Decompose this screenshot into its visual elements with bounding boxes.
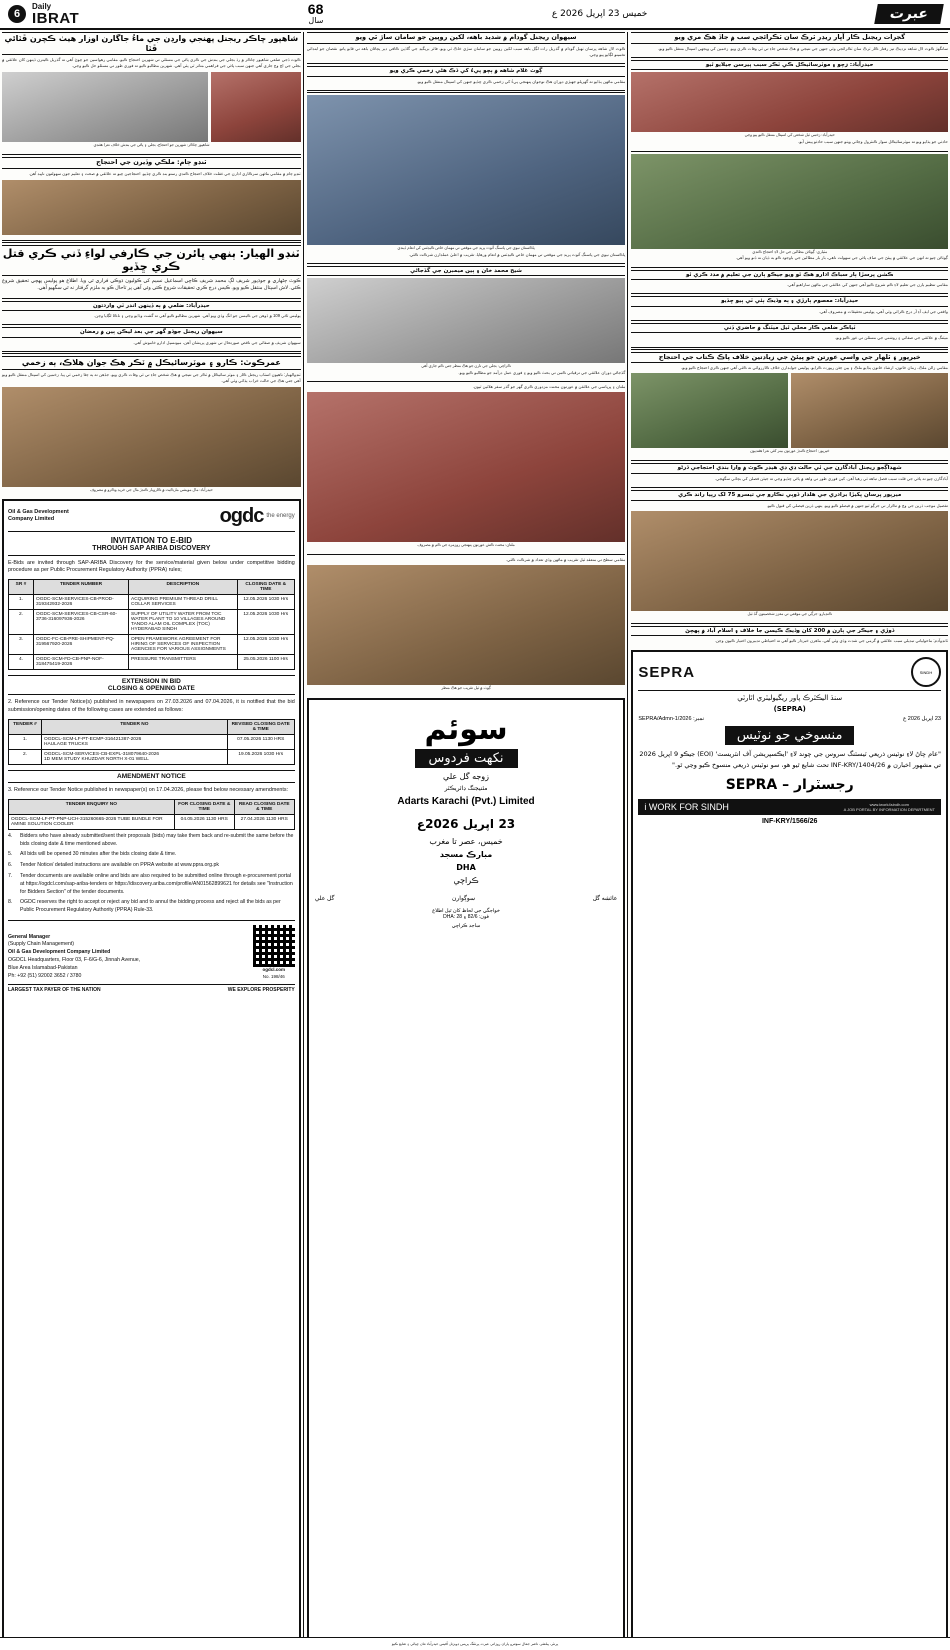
ogdc-logo-text: ogdc [219,504,264,527]
photo-caption: خيرپور: احتجاج ڪندڙ عورتون بينر کڻي نعرا هڻنديون [750,449,830,454]
article-headline: ڪشن پرسڙا ٻار سباڪ ادارو هڪ ٿو ويو جيڪو ٻارن جي تعليم ۾ مدد ڪري ٿو [631,270,948,281]
masthead-year-label: سال [308,16,324,26]
table-row [9,595,295,610]
list-item [8,833,295,849]
article-body: سيهوان شريف ۾ صفائي جي ناقص صورتحال تي شهري پريشان آهن، ميونسپل ادارو خاموش آهي. [133,339,301,345]
item-text: Tender documents are available online and bids are also required to be submitted online through e-procurement portal at https://ogdcl.com/sap-ariba-tenders or https://discovery.ariba.com/profile/AN01562899621 for details see "Instruction for Bidders Section" of the tender documents. [20,872,293,895]
article-headline: سيهوان ريجنل گودام ۾ شديد باهه، لکين روپين جو سامان ساڙ ٿي ويو [307,32,626,44]
article-body: ملتان ۽ ڀرپاسي جي علائقن ۾ عورتون محنت مزدوري ڪري گهر جو گذر سفر هلائين ٿيون. [472,384,626,390]
obituary-mourner1: گل علي [314,896,335,903]
cell-sr: 1. [9,734,42,749]
article [2,327,301,346]
article [631,32,948,52]
article [2,157,301,235]
sepra-logo-text: SEPRA [638,663,696,681]
sepra-body: "عام چاڻ لاءِ نوٽيس ذريعي ٽيسٽنگ سروس جي چوند لاءِ 'ايڪسپريشن آف انٽريسٽ' (EOI) جيڪو 9 اپريل 2026 تي مشهور اخبارن ۾ INF-KRY/1404/26 تحت شايع ٿيو هو، سو نوٽيس ذريعي منسوخ ڪيو وڃي ٿو." [639,750,941,770]
photo-caption: ڳوٺ ۾ ٿيل تقريب جو هڪ منظر [441,686,491,691]
page-footer: پرنٽر، پبلشر، ناصر جمال سومرو پاران روزاني عبرت پرنٽنگ پريس ڊويزنل آفيس حيدرآباد مان ڇپائي ۽ شايع ڪيو [0,1637,950,1650]
obituary-date-rest: اپريل 2026ع [416,817,494,832]
article-headline: شاهپور چاڪر ريجنل پهنجي وارڊن جي ماءُ جاگارن اوزار هيٺ ڪچرن ڦٽائي ڦٽا [2,32,301,55]
photo-caption: شاهپور چاڪر: شهرين جو احتجاج، بجلي ۽ پاڻي جي بندش خلاف نعرا هڻندي [93,143,210,148]
article-body: ڪوٽ لال شاهه ڀرسان ٺهيل گودام ۾ گذريل رات لڳل باهه سبب لکين روپين جو سامان سڙي خاڪ ٿي ويو. فائر بريگيڊ جي گاڏين ڪافي دير پڄاڻان باهه تي قابو پاتو. نقصان جو ابتدائي تخمينو لڳايو پيو وڃي. [306,45,626,57]
list-item [8,873,295,896]
cell-sr: 3. [9,635,34,655]
gm-title: General Manager [8,933,51,940]
obituary-date-number: 23 [498,817,516,832]
article-photo [2,387,301,487]
article [2,301,301,320]
photo-caption: مٽياري: ڳوٺاڻن مطالبن جي حل لاءِ احتجاج ڪندي [752,249,828,254]
article-headline: شيخ محمد خان ۽ ٻين ميمبرن جي گڏجاڻي [307,266,626,277]
ogdc-advertisement [2,499,301,1646]
item-text: Tender Notice/ detailed instructions are available on PPRA website at www.ppra.org.pk [20,862,219,869]
article-headline: حيدرآباد: معصوم ٻارڙي ۽ ٻه وڌيڪ ٻئي ٽي ٻيو ڇڏيو [631,296,948,307]
article-headline: ٽنڊو ڄام: ملڪي وڏيرن جي احتجاج [2,157,301,169]
sepra-date: 23 اپريل 2026 ع [902,716,941,723]
iwork-title: i WORK FOR SINDH [644,802,729,813]
cell-number: OGDC-SCM-FD-CB-PNP-NOF-318475419-2026 [34,655,129,670]
list-item [8,862,295,870]
article [631,323,948,342]
article [307,557,626,692]
article-photo [2,180,301,235]
article-photo [307,392,626,542]
amendment-title: AMENDMENT NOTICE [8,770,295,783]
extension-title [8,675,295,695]
item-number: 7. [8,872,13,879]
article-photo [307,565,626,685]
gm-company: Oil & Gas Development Company Limited [8,949,111,956]
inf-code: INF-KRY/1566/26 [761,818,818,826]
cell-no [42,749,228,764]
list-item [8,851,295,859]
cell-no [42,734,228,749]
masthead [0,0,950,30]
extension-table [8,719,295,765]
article-body: تفصيل موجب ڌرين جي وچ ۾ تڪرار تي جرڳو ٿيو جنهن ۾ فيصلو ڪيو ويو. ٻنهي ڌرين فيصلي کي قبول ڪيو. [766,502,948,508]
sepra-notice-number: نمبر: SEPRA/Admn-1/2026 [638,716,705,723]
article [307,95,626,258]
cell-enquiry: OGDCL-SCM-LF-PT-PNP-UCH-315260665-2026 TUBE BUNDLE FOR AMINE SOLUTION COOLER [9,814,175,829]
cell-number: OGDC-FC-CB-PRE-SHIPMENT-PQ-319567920-2026 [34,635,129,655]
item-text: OGDC reserves the right to accept or reject any bid and to annul the bidding process and reject all the bids as per Public Procurement Regulatory Authority (PPRA) Rule-33. [20,899,281,914]
item-number: 6. [8,862,13,869]
article [631,463,948,482]
table-row [9,734,295,749]
extension-note: 2. Reference our Tender Notice(s) published in newspapers on 27.03.2026 and 07.04.2026, it is notified that the bid submission/opening dates of the following cases are extended as follows: [8,699,295,714]
amendment-table [8,799,295,830]
sepra-abbr: (SEPRA) [773,705,806,714]
masthead-year-number: 68 [307,1,324,18]
article-headline: ڳوٺ غلام شاهه ۾ ٻچو پيءُ کي ڌڪ هڻي زخمي ڪري ويو [307,66,626,77]
article [631,270,948,289]
obituary-mourners-label: سوڳوارن [451,896,476,903]
th-tender-no: TENDER # [9,719,42,734]
article-headline: ڌوڙي ۽ جيڪر جي ٻارن ۾ 200 کان وڌيڪ ڪيسن جا خلاف ۽ اسلام آباد ۾ پهچڻ [631,626,948,637]
government-seal-icon: SINDH [911,657,941,687]
th-read: READ CLOSING DATE & TIME [234,799,294,814]
photo-caption: پاڪستان نيوي جي پاسنگ آئوٽ پريڊ جي موقعي تي مهمان خاص ڪيڊٽس کي انعام ڏيندي [397,245,535,250]
masthead-left [8,3,79,26]
cell-desc: 1D MEM STUDY KHUZDAR NORTH X-01 WELL [44,756,149,762]
column-middle [303,32,626,1646]
article [307,32,626,58]
article-headline: ٽياڪر ضلعي ڪار محلي ٿيل ميٽنگ ۾ حاضري ڏني [631,323,948,334]
article-photo [631,154,948,249]
article-body: ٽنڊوالهيار: ناهيون اسٽاپ ريجنل ڪار ۽ موٽر سائيڪل ۾ ٽڪر جي نتيجي ۾ هڪ شخص جاءِ تي ئي وفات ڪري ويو، جڏهن ته ٻه ڄڻا زخمي ٿي پيا. زخمين کي اسپتال منتقل ڪيو ويو آهي جتي هڪ جي حالت خراب ٻڌائي وئي آهي. [2,371,301,383]
th-close: CLOSING DATE & TIME [237,580,294,595]
masthead-date: خميس 23 اپريل 2026 ع [551,9,648,19]
article-photo [307,95,626,245]
page-number: 6 [8,5,26,23]
masthead-daily-label: Daily [32,1,52,11]
th-sr: SR # [9,580,34,595]
iwork-meta [844,802,935,812]
article-headline: عمرڪوٽ: ڪارو ۽ موٽرسائيڪل ۾ ٽڪر هڪ جوان هلاڪ، ٻه زخمي [2,356,301,370]
column-right [627,32,948,1646]
cell-for: 04.05.2026 1130 HRS [174,814,234,829]
item-number: 4. [8,832,13,839]
cell-desc: ACQUIRING PREMIUM THREAD DRILL COLLAR SERVICES [129,595,238,610]
obituary-name: نکهت فردوس [415,749,518,768]
obituary-advertisement [307,698,626,1646]
article [631,60,948,146]
cell-desc: PRESSURE TRANSMITTERS [129,655,238,670]
cell-sr: 1. [9,595,34,610]
article-body: ڪوٽ ڏجي ضلعي شاهپور چاڪر ۾ رڌ بجلي جي بندش جي ڪري پاڻي جي مسئلي تي شهرين احتجاج ڪيو. مقامي رهواسين جو چوڻ آهي ته گذريل ڪيترن ڏينهن کان علائقي ۾ بجلي جي اچ وڃ جاري آهي جنهن سبب پاڻي جي فراهمي متاثر ٿي پئي آهي. شهرين مطالبو ڪيو ته فوري طور تي مسئلو حل ڪيو وڃي. [2,57,301,69]
table-row [9,655,295,670]
ogdc-notice-number: No. 198/46 [262,973,285,979]
article-body: سانگهڙ ڪوٽ لال شاهه نزديڪ تيز رفتار ڪار ٽرڪ سان ٽڪرائجي وئي جنهن جي نتيجي ۾ هڪ شخص جاءِ تي ئي وفات ڪري ويو. زخمين کي ويجهي اسپتال منتقل ڪيو ويو. [658,45,948,51]
photo-caption: ڪراچي: بجلي جي تارن جو هڪ منظر جتي ڪم جاري آهي [421,364,511,369]
cell-no-text: OGDCL-SCM-LF-PT-ECMP-316421387-2026 [44,736,142,742]
cell-sr: 2. [9,610,34,635]
tender-table [8,579,295,670]
article-body: واقعي جي ايف آءِ آر درج ڪرائي وئي آهي، پوليس تحقيقات ۾ مصروف آهي. [819,308,948,314]
table-row [9,610,295,635]
sepra-advertisement [631,650,948,1646]
article-body: ڳوٺاڻن چيو ته انهن جي علائقي ۾ پيئڻ جي صاف پاڻي جي سهولت ناهي، بار بار مطالبن جي باوجود ڪو به ڌيان نه ڏنو ويو آهي. [735,255,948,261]
sepra-header [638,657,941,691]
cell-read: 27.04.2026 1130 HRS [234,814,294,829]
article-body: مقامي سطح تي منعقد ٿيل تقريب ۾ ماڻهن وڏي تعداد ۾ شرڪت ڪئي. [506,557,626,563]
item-text: Bidders who have already submitted/sent their proposals (bids) may take them back and re-submit the same before the bids closing date & time mentioned above. [20,832,294,847]
cell-desc: OPEN FRAMEWORK AGREEMENT FOR HIRING OF SERVICES OF INSPECTION AGENCIES FOR VARIOUS ASSIGNMENTS [129,635,238,655]
article [307,384,626,549]
obituary-day: خميس، عصر تا مغرب [429,837,503,847]
photo-caption: ڪنڊيارو: جرڳي جي موقعي تي معزز شخصيتون گڏ ٿيل [747,611,832,616]
article [631,154,948,262]
gm-phone: Ph: +92 (51) 92002 3652 / 3780 [8,972,82,979]
article [631,626,948,645]
conditions-list [8,833,295,915]
article-photo [791,373,948,448]
gm-address2: Blue Area Islamabad-Pakistan [8,964,78,971]
footer-left: LARGEST TAX PAYER OF THE NATION [8,987,101,994]
cell-close: 12.05.2026 1030 Hrs [237,610,294,635]
ogdc-logo-tagline: the energy [266,513,295,520]
ogdc-title: INVITATION TO E-BID [110,535,193,545]
item-text: All bids will be opened 30 minutes after the bids closing date & time. [20,851,177,858]
article-headline: حيدرآباد: ضلعي ۾ ٻه ڏينهن اندر ٽي واردتون [2,301,301,312]
cell-date: 19.05.2026 1030 Hrs [227,749,294,764]
ogdc-website: ogdcl.com [262,966,285,972]
obituary-company: Adarts Karachi (Pvt.) Limited [397,796,535,808]
article [307,66,626,85]
sepra-registrar: رجسٽرار – SEPRA [725,777,854,794]
photo-caption: ملتان: محنت ڪش عورتون پنهنجي روزمره جي ڪم ۾ مصروف [417,543,515,548]
obituary-mourner2: عائشه گل [592,896,618,903]
article-headline: سيهوان ريجنل جوڌو گهر جي بعد ليڪن ٻين ۾ رمضان [2,327,301,338]
article-body: مقامي تنظيم ٻارن جي تعليم لاءِ ڪم شروع ڪيو آهي جنهن کي علائقي جي ماڻهن ساراهيو آهي. [787,282,948,288]
article-headline: خيرپور ۽ ٽلهار جي واسي عورتن جو پيئڻ جي زيادتين خلاف پاڪ ڪتاب جي احتجاج [631,352,948,364]
extension-title-line2: CLOSING & OPENING DATE [107,685,195,693]
cell-close: 12.05.2026 1030 Hrs [237,635,294,655]
cell-no-text: OGDCL-SCM-SERVICES-CB-EXPL-318079640-2026 [44,751,160,757]
article-body: پوليس ٿاڻي 109 ۾ ڏوهن جي ڪيسن جو انگ وڌي ويو آهي. شهرين مطالبو ڪيو آهي ته گشت وڌايو وڃي ۽ ناڪا لڳايا وڃن. [94,313,301,319]
photo-caption: حيدرآباد: مال مويشي مارڪيٽ ۾ ڪاروبار ڪندڙ مال جي خريد وڪرو ۾ مصروف [89,487,213,492]
th-revised: REVISED CLOSING DATE & TIME [227,719,294,734]
cell-number: OGDC-SCM-SERVICES-CB-CSR-60-3736-316097936-2026 [34,610,129,635]
obituary-contact: ساجد ڪراچي [451,923,481,930]
cell-date: 07.05.2026 1130 HRS [227,734,294,749]
th-tender-id: TENDER NO [42,719,228,734]
article-photo [631,511,948,611]
article-body: گڏجاڻي دوران علائقي جي ترقياتي ڪمن تي بحث ڪيو ويو ۽ فوري عمل درآمد جو مطالبو ڪيو ويو. [458,370,626,376]
obituary-relation: زوجه گل علي [443,772,490,782]
obituary-venue2: DHA [456,863,476,873]
item-number: 5. [8,851,13,858]
article-headline: ٽنڊو الهيار: ٻنهي ڀائرن جي ڪارفي لواءِ ڏني ڪري قتل ڪري ڇڏيو [2,245,301,275]
extension-title-line1: EXTENSION IN BID [121,678,181,686]
sepra-authority-line: سنڌ اليڪٽرڪ پاور ريگيوليٽري اٿارٽي [737,694,843,703]
article-photo [2,72,208,142]
ogdc-subtitle: THROUGH SAP ARIBA DISCOVERY [8,545,295,556]
cell-desc: SUPPLY OF UTILITY WATER FROM TOC WATER PLANT TO 10 VILLAGES AROUND TANDO ALAM OIL COMPLEX (TOC) HYDERABAD SINDH [129,610,238,635]
article [2,32,301,149]
article-body: حادثي جو ٻڌايو ويو ته موٽرسائيڪل سوار ڪنٽرول وڃائي ويٺو جنهن سبب حادثو پيش آيو. [798,139,948,145]
obituary-address-line: خواجگي جي لحاظ کان ٿيل اطلاع [432,908,500,915]
article-body: ٽانڊوآدم: ماحولياتي تبديلي سبب علائقي ۾ گرمي جي شدت وڌي وئي آهي، ماهرن خبردار ڪيو آهي ته احتياطي تدبيرون اختيار ڪيون وڃن. [714,638,948,644]
iwork-sub: A JOB PORTAL BY INFORMATION DEPARTMENT [843,807,935,813]
article-headline: شهداڳجو ريجنل آبادگارن جي ٿي حالت ڊي ڊي هيڊر ڪوٽ ۾ وارا بندي احتجاجي ڌرڻو [631,463,948,474]
ogdc-logo [220,505,295,528]
gm-dept: (Supply Chain Management) [8,941,75,948]
cell-desc: HAULAGE TRUCKS [44,741,88,747]
column-left [2,32,301,1646]
article-body: ميٽنگ ۾ علائقي جي صفائي ۽ روشني جي مسئلن تي غور ڪيو ويو. [835,335,948,341]
article [631,296,948,315]
iwork-banner[interactable] [638,799,941,815]
article-headline: حيدرآباد: زچو ۽ موٽرسائيڪل ڪي ٽڪر سبب پيرسن جيلايو ٿيو [631,60,948,71]
table-row [9,814,295,829]
table-row [9,749,295,764]
article-body: ٽنڊو ڄام ۾ مقامي ماڻهن سرڪاري ادارن جي غفلت خلاف احتجاج ڪندي رستو بند ڪري ڇڏيو. احتجاجين چيو ته علائقي ۾ صحت ۽ تعليم جون سهولتون ناپيد آهن. [28,171,301,177]
th-number: TENDER NUMBER [34,580,129,595]
ogdc-company-line2: Company Limited [8,516,55,523]
article [2,356,301,494]
article-body: مقامي زالن ملڪ، زمان خاتون، ارشاد خاتون ٻڌايو ملڪ ۽ ٻين ڄڻن رپورٽ ڪرايو. پوليس جوابدارن خلاف ڪارروائي نه ڪئي آهي جنهن ڪري احتجاج ڪيو ويو. [681,365,948,371]
article-headline: گجرات ريجنل ڪار آڀار ريڊر ٽرڪ سان ٽڪرائجي سب ۾ جاڏ هڪ مري ويو [631,32,948,44]
cell-close: 25.05.2026 1100 Hrs [237,655,294,670]
obituary-address-detail: فون: 82/6 ۽ DHA: 28 [443,914,489,921]
masthead-center [308,2,324,25]
sepra-banner: منسوخي جو نوٽيس [725,726,855,745]
cell-sr: 2. [9,749,42,764]
article [2,245,301,292]
th-desc: DESCRIPTION [129,580,238,595]
article [307,266,626,377]
article-body: آبادگارن چيو ته پاڻي جي قلت سبب فصل تباهه ٿي رهيا آهن. کين فوري طور تي واهه ۾ پاڻي ڇڏيو وڃي ته جيئن فصلن کي بچائي سگهجي. [715,475,948,481]
masthead-logo: عبرت [874,4,944,24]
obituary-city: ڪراچي [453,876,479,886]
th-for: FOR CLOSING DATE & TIME [174,799,234,814]
obituary-soem: سوئم [424,712,508,748]
article-body: ڪوٽ ڄڻهاري ۾ جوڌپور شريف لڳ محمد شريف ڪاڇي اسماعيل نسيم کي ڪوليون ڌوڪي فراري ٿي ويا. اطلاع هو پوليس پهچي تحقيق شروع ڪئي. لاش اسپتال منتقل ڪيو ويو. ڪيس درج ڪري تحقيقات شروع ڪئي وئي آهي پر تاحال ڪو به ملزم گرفتار نه ٿي سگهيو آهي. [2,277,301,292]
ogdc-footer [8,984,295,993]
article-photo [307,278,626,363]
cell-close: 12.05.2026 1030 Hrs [237,595,294,610]
masthead-title: IBRAT [32,9,80,27]
cell-number: OGDC-SCM-SERVICES-CB-PROD-319342932-2026 [34,595,129,610]
ogdc-signature [8,920,295,981]
article-body: پاڪستان نيوي جي پاسنگ آئوٽ پريڊ جي موقعي تي مهمان خاص ڪيڊٽس ۾ انعام ورهايا. تقريب ۾ اعليٰ عملدارن شرڪت ڪئي. [408,251,626,257]
item-number: 8. [8,899,13,906]
article [631,352,948,456]
qr-code [253,925,295,967]
obituary-role: مئنيجنگ ڊائريڪٽر [444,785,488,793]
list-item [8,899,295,915]
table-row [9,635,295,655]
article-photo [631,72,948,132]
iwork-site: www.iwork4sindh.com [869,802,909,808]
cell-sr: 4. [9,655,34,670]
amendment-note: 3. Reference our Tender Notice published in newspaper(s) on 17.04.2026, please find below necessary amendments: [8,786,289,793]
article-body: مقامي ماڻهن ٻڌايو ته گهريلو جهيڙي دوران هڪ نوجوان پنهنجي پيءُ کي زخمي ڪري ڇڏيو جنهن کي اسپتال منتقل ڪيو ويو. [416,78,626,84]
article [631,490,948,618]
page-body [0,30,950,1648]
article-headline: ميرپور پرسان پکيڙا برادري جي هلدار ڌوٻي نڪارو جي تيسرو 75 لک رپيا راند ڪري [631,490,948,501]
article-photo [631,373,788,448]
ogdc-header [8,505,295,532]
photo-caption: حيدرآباد: زخمي ٿيل شخص کي اسپتال منتقل ڪيو پيو وڃي [744,133,835,138]
gm-address1: OGDCL Headquarters, Floor 03, F-6/G-6, Jinnah Avenue, [8,957,141,964]
obituary-venue1: مبارڪ مسجد [439,850,493,860]
th-enquiry: TENDER ENQUIRY NO [9,799,175,814]
footer-right: WE EXPLORE PROSPERITY [227,987,295,994]
sepra-meta [638,716,941,722]
ogdc-intro: E-Bids are invited through SAP-ARIBA Discovery for the service/material given below under competitive bidding procedure as per Public Procurement Regulatory Authority (PPRA) rules; [8,559,295,574]
article-photo [211,72,301,142]
ogdc-company-line1: Oil & Gas Development [8,509,69,516]
